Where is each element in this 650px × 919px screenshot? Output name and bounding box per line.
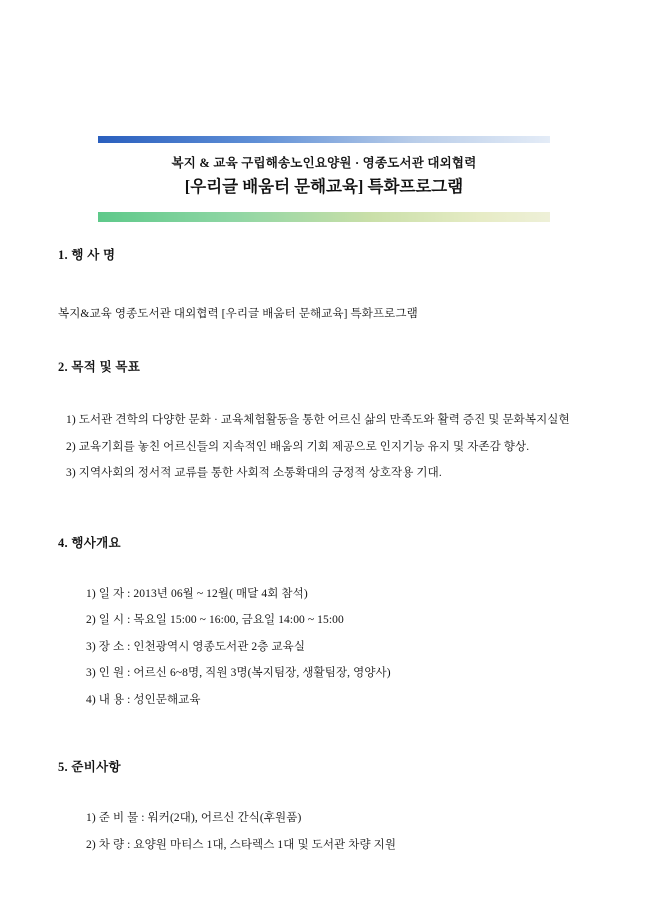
list-item: 1) 일 자 : 2013년 06월 ~ 12월( 매달 4회 참석) bbox=[86, 587, 308, 600]
header-bottom-rule bbox=[98, 212, 550, 222]
list-item: 2) 일 시 : 목요일 15:00 ~ 16:00, 금요일 14:00 ~ 15:00 bbox=[86, 614, 344, 627]
list-item: 2) 차 량 : 요양원 마티스 1대, 스타렉스 1대 및 도서관 차량 지원 bbox=[86, 838, 397, 851]
header-subtitle: 복지 & 교육 구립해송노인요양원 · 영종도서관 대외협력 bbox=[171, 156, 477, 170]
section-list-5 bbox=[0, 811, 650, 853]
section-heading-5: 5. 준비사항 bbox=[58, 760, 121, 775]
section-heading-2: 2. 목적 및 목표 bbox=[58, 360, 141, 374]
list-item: 1) 준 비 물 : 워커(2대), 어르신 간식(후원품) bbox=[86, 812, 302, 825]
spacer bbox=[0, 551, 650, 587]
spacer bbox=[0, 375, 650, 413]
section-heading-1: 1. 행 사 명 bbox=[58, 248, 116, 262]
list-item: 2) 교육기회를 놓친 어르신들의 지속적인 배움의 기회 제공으로 인지기능 유지 및 자존감 향상. bbox=[66, 440, 530, 453]
spacer bbox=[0, 719, 650, 757]
section-paragraph-1: 복지&교육 영종도서관 대외협력 [우리글 배움터 문해교육] 특화프로그램 bbox=[58, 308, 418, 320]
section-list-2 bbox=[0, 413, 650, 482]
list-item: 1) 도서관 견학의 다양한 문화 · 교육체험활동을 통한 어르신 삶의 만족도와 활력 증진 및 문화복지실현 bbox=[66, 414, 570, 426]
spacer bbox=[0, 263, 650, 305]
header-title: [우리글 배움터 문해교육] 특화프로그램 bbox=[184, 176, 464, 196]
list-item: 3) 장 소 : 인천광역시 영종도서관 2층 교육실 bbox=[86, 640, 306, 653]
header-title-block bbox=[98, 143, 550, 200]
list-item: 3) 인 원 : 어르신 6~8명, 직원 3명(복지팀장, 생활팀장, 영양사) bbox=[86, 667, 391, 680]
document-body bbox=[0, 245, 650, 864]
spacer bbox=[0, 493, 650, 533]
spacer bbox=[0, 775, 650, 811]
list-item: 4) 내 용 : 성인문해교육 bbox=[86, 693, 201, 706]
section-list-4 bbox=[0, 587, 650, 709]
section-heading-4: 4. 행사개요 bbox=[58, 535, 121, 550]
header-top-rule bbox=[98, 136, 550, 143]
spacer bbox=[0, 321, 650, 357]
list-item: 3) 지역사회의 정서적 교류를 통한 사회적 소통확대의 긍정적 상호작용 기대. bbox=[66, 467, 442, 480]
document-header-banner bbox=[98, 136, 550, 222]
